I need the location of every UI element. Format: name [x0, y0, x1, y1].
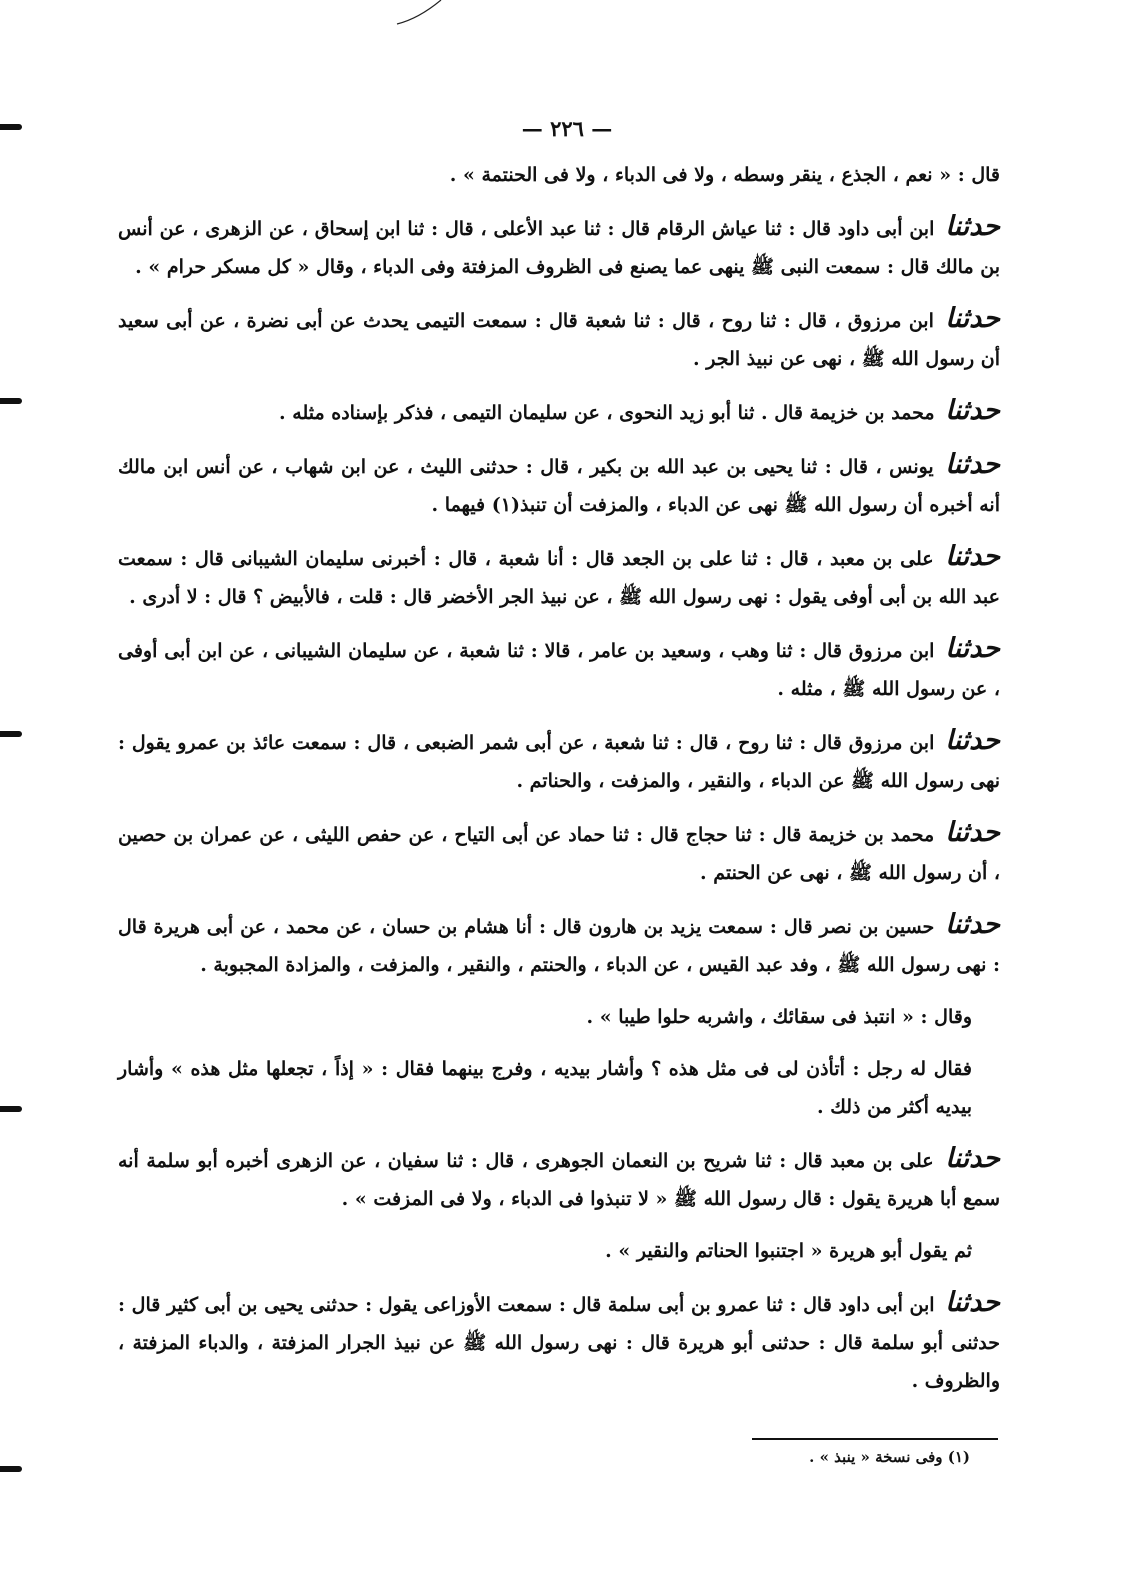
- footnote: (١) وفى نسخة « ينبذ » .: [809, 1448, 970, 1466]
- paragraph-text: قال : « نعم ، الجذع ، ينقر وسطه ، ولا فى الدباء ، ولا فى الحنتمة » .: [449, 164, 1000, 186]
- lead-word: حدثنا: [945, 211, 1000, 242]
- hadith-paragraph: [118, 300, 1000, 378]
- lead-word: حدثنا: [945, 1143, 1000, 1174]
- binding-hole-mark: [0, 398, 22, 404]
- hadith-paragraph: [118, 906, 1000, 984]
- hadith-paragraph: [118, 722, 1000, 800]
- hadith-paragraph: [118, 208, 1000, 286]
- hadith-paragraph: [118, 1140, 1000, 1218]
- paragraph-text: وقال : « انتبذ فى سقائك ، واشربه حلوا طيبا » .: [586, 1006, 972, 1028]
- hadith-paragraph: [118, 630, 1000, 708]
- paragraph-text: محمد بن خزيمة قال : ثنا حجاج قال : ثنا حماد عن أبى التياح ، عن حفص الليثى ، عن عمران بن حصين ، أن رسول الله ﷺ ، نهى عن الحنتم .: [118, 824, 1000, 884]
- footnote-divider: [752, 1438, 998, 1440]
- hadith-text-body: [118, 156, 1000, 1414]
- hadith-paragraph: [118, 1232, 1000, 1270]
- hadith-paragraph: [118, 392, 1000, 432]
- scan-mark: [395, 0, 443, 26]
- paragraph-text: ابن مرزوق قال : ثنا روح ، قال : ثنا شعبة ، عن أبى شمر الضبعى ، قال : سمعت عائذ بن عمرو يقول : نهى رسول الله ﷺ عن الدباء ، والنقير ، والمزفت ، والحناتم .: [118, 732, 1000, 792]
- lead-word: حدثنا: [945, 1287, 1000, 1318]
- lead-word: حدثنا: [945, 541, 1000, 572]
- lead-word: حدثنا: [945, 449, 1000, 480]
- lead-word: حدثنا: [945, 633, 1000, 664]
- lead-word: حدثنا: [945, 395, 1000, 426]
- hadith-paragraph: [118, 446, 1000, 524]
- paragraph-text: يونس ، قال : ثنا يحيى بن عبد الله بن بكير ، قال : حدثنى الليث ، عن ابن شهاب ، عن أنس ابن مالك أنه أخبره أن رسول الله ﷺ نهى عن الدباء ، والمزفت أن تنبذ(١) فيهما .: [118, 456, 1000, 516]
- hadith-paragraph: [118, 1050, 1000, 1126]
- lead-word: حدثنا: [945, 303, 1000, 334]
- binding-hole-mark: [0, 731, 22, 737]
- binding-hole-mark: [0, 1106, 22, 1112]
- lead-word: حدثنا: [945, 817, 1000, 848]
- paragraph-text: على بن معبد ، قال : ثنا على بن الجعد قال : أنا شعبة ، قال : أخبرنى سليمان الشيبانى قال : سمعت عبد الله بن أبى أوفى يقول : نهى رسول الله ﷺ ، عن نبيذ الجر الأخضر قال : قلت ، فالأبيض ؟ قال : لا أدرى .: [118, 548, 1000, 608]
- paragraph-text: ابن أبى داود قال : ثنا عياش الرقام قال : ثنا عبد الأعلى ، قال : ثنا ابن إسحاق ، عن الزهرى ، عن أنس بن مالك قال : سمعت النبى ﷺ ينهى عما يصنع فى الظروف المزفتة وفى الدباء ، وقال « كل مسكر حرام » .: [118, 218, 1000, 278]
- paragraph-text: على بن معبد قال : ثنا شريح بن النعمان الجوهرى ، قال : ثنا سفيان ، عن الزهرى أخبره أبو سلمة أنه سمع أبا هريرة يقول : قال رسول الله ﷺ « لا تنبذوا فى الدباء ، ولا فى المزفت » .: [118, 1150, 1000, 1210]
- binding-hole-mark: [0, 1466, 22, 1472]
- paragraph-text: محمد بن خزيمة قال . ثنا أبو زيد النحوى ، عن سليمان التيمى ، فذكر بإسناده مثله .: [279, 402, 935, 424]
- paragraph-text: ابن مرزوق قال : ثنا وهب ، وسعيد بن عامر ، قالا : ثنا شعبة ، عن سليمان الشيبانى ، عن ابن أبى أوفى ، عن رسول الله ﷺ ، مثله .: [118, 640, 1000, 700]
- hadith-paragraph: [118, 998, 1000, 1036]
- lead-word: حدثنا: [945, 909, 1000, 940]
- paragraph-text: فقال له رجل : أتأذن لى فى مثل هذه ؟ وأشار بيديه ، وفرج بينهما فقال : « إذاً ، تجعلها مثل هذه » وأشار بيديه أكثر من ذلك .: [118, 1058, 972, 1118]
- page-number: — ٢٢٦ —: [521, 116, 613, 141]
- hadith-paragraph: [118, 538, 1000, 616]
- paragraph-text: ابن أبى داود قال : ثنا عمرو بن أبى سلمة قال : سمعت الأوزاعى يقول : حدثنى يحيى بن أبى كثير قال : حدثنى أبو سلمة قال : حدثنى أبو هريرة قال : نهى رسول الله ﷺ عن نبيذ الجرار المزفتة ، والدباء المزفتة ، والظروف .: [118, 1294, 1000, 1392]
- hadith-paragraph: [118, 814, 1000, 892]
- lead-word: حدثنا: [945, 725, 1000, 756]
- hadith-paragraph: [118, 1284, 1000, 1400]
- paragraph-text: ثم يقول أبو هريرة « اجتنبوا الحناتم والنقير » .: [605, 1240, 972, 1262]
- paragraph-text: ابن مرزوق ، قال : ثنا روح ، قال : ثنا شعبة قال : سمعت التيمى يحدث عن أبى نضرة ، عن أبى سعيد أن رسول الله ﷺ ، نهى عن نبيذ الجر .: [118, 310, 1000, 370]
- hadith-paragraph: [118, 156, 1000, 194]
- paragraph-text: حسين بن نصر قال : سمعت يزيد بن هارون قال : أنا هشام بن حسان ، عن محمد ، عن أبى هريرة قال : نهى رسول الله ﷺ ، وفد عبد القيس ، عن الدباء ، والحنتم ، والنقير ، والمزفت ، والمزادة المجبوبة .: [118, 916, 1000, 976]
